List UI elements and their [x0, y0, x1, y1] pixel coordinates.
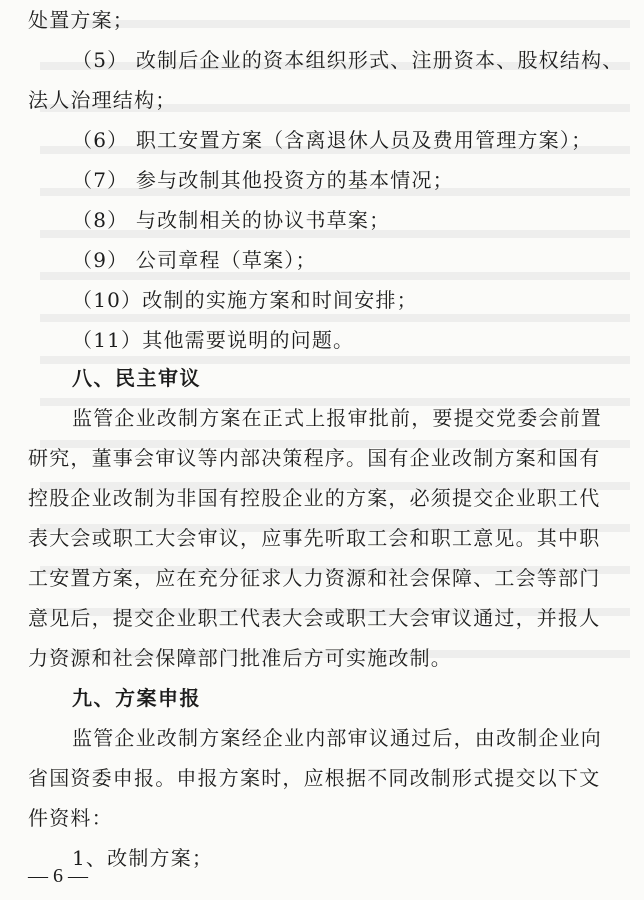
paragraph-line: 省国资委申报。申报方案时，应根据不同改制形式提交以下文: [28, 766, 601, 790]
paragraph-line: 监管企业改制方案在正式上报审批前，要提交党委会前置: [72, 406, 602, 430]
page-number: — 6 —: [28, 865, 88, 887]
list-item: （7） 参与改制其他投资方的基本情况；: [72, 168, 454, 192]
list-item: （9） 公司章程（草案）；: [72, 248, 317, 272]
paragraph-line: 表大会或职工大会审议，应事先听取工会和职工意见。其中职: [28, 526, 601, 550]
paragraph-line: 监管企业改制方案经企业内部审议通过后，由改制企业向: [72, 726, 602, 750]
paragraph-line: 研究，董事会审议等内部决策程序。国有企业改制方案和国有: [28, 446, 601, 470]
list-item: （6） 职工安置方案（含离退休人员及费用管理方案）；: [72, 128, 593, 152]
section-heading-democratic-review: 八、民主审议: [72, 366, 201, 390]
paragraph-line: 力资源和社会保障部门批准后方可实施改制。: [28, 646, 452, 670]
list-item: 1、改制方案；: [72, 846, 214, 870]
list-item: （5） 改制后企业的资本组织形式、注册资本、股权结构、: [72, 48, 624, 72]
list-item: （8） 与改制相关的协议书草案；: [72, 208, 391, 232]
paragraph-line: 控股企业改制为非国有控股企业的方案，必须提交企业职工代: [28, 486, 601, 510]
text-line: 法人治理结构；: [28, 88, 177, 112]
section-heading-plan-submission: 九、方案申报: [72, 686, 201, 710]
text-line: 处置方案；: [28, 8, 134, 32]
list-item: （11）其他需要说明的问题。: [72, 328, 355, 352]
paragraph-line: 件资料：: [28, 806, 113, 830]
list-item: （10）改制的实施方案和时间安排；: [72, 288, 418, 312]
paragraph-line: 工安置方案，应在充分征求人力资源和社会保障、工会等部门: [28, 566, 601, 590]
paragraph-line: 意见后，提交企业职工代表大会或职工大会审议通过，并报人: [28, 606, 601, 630]
